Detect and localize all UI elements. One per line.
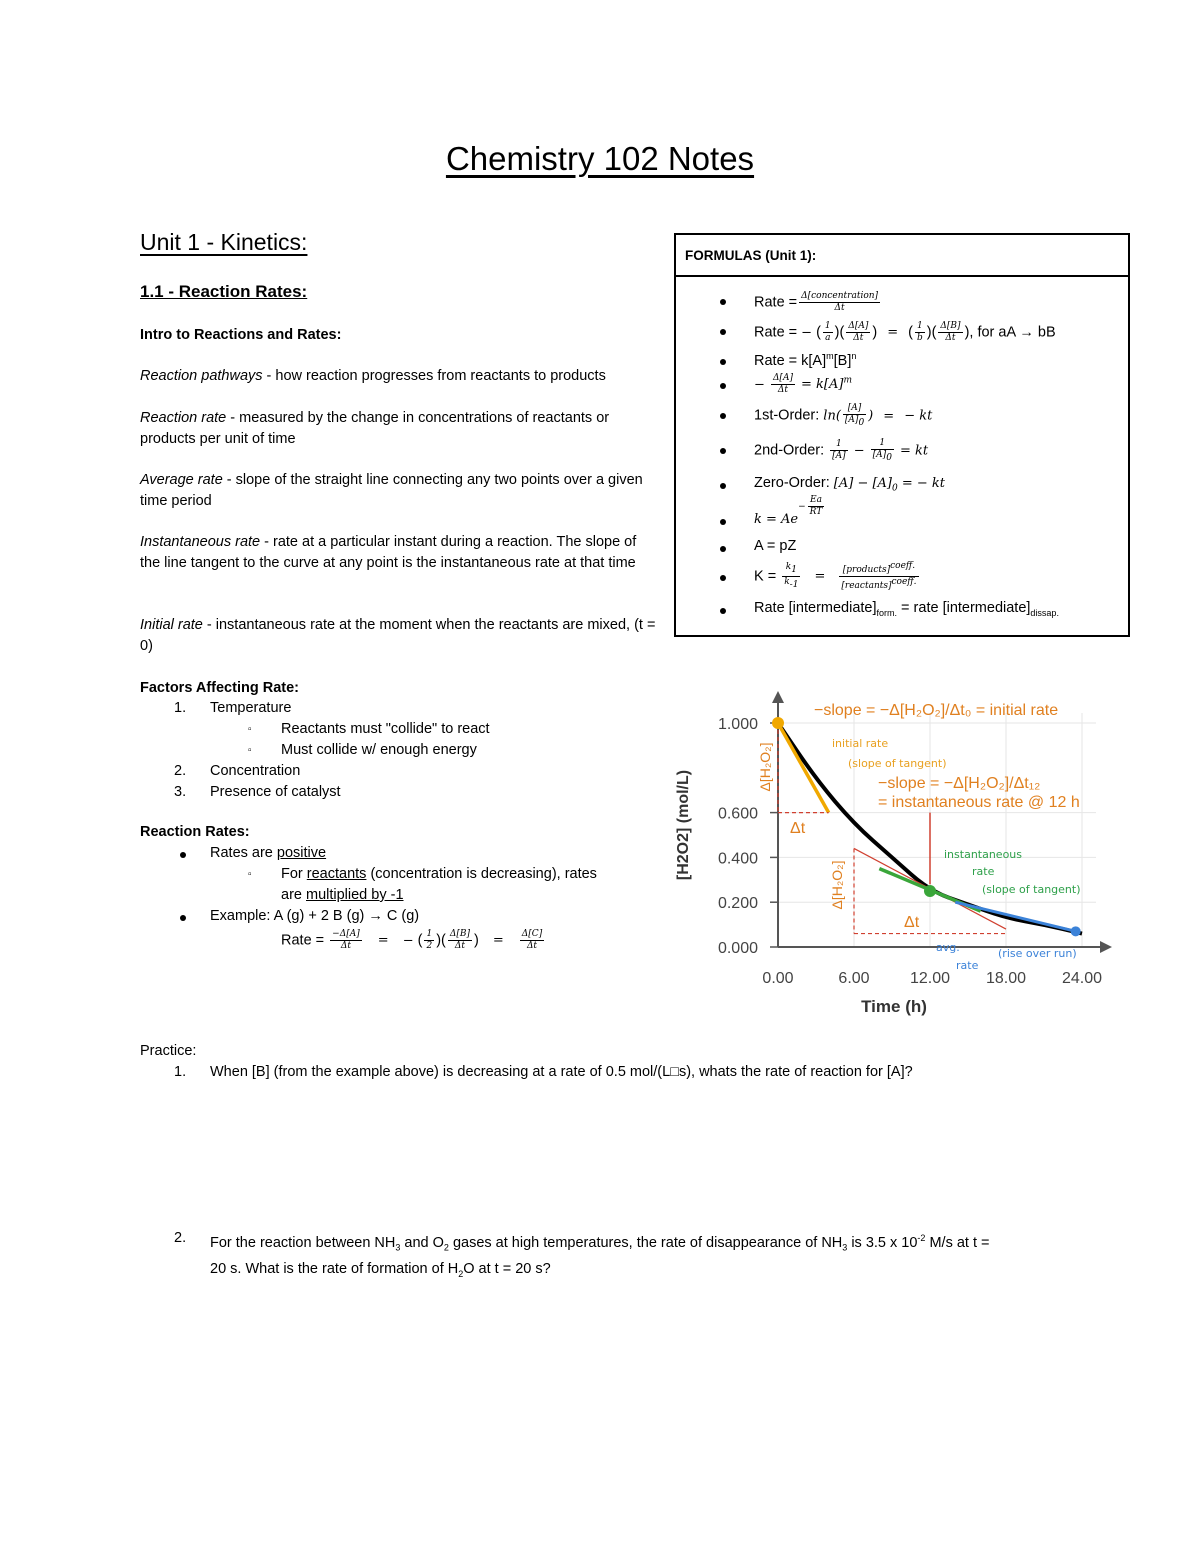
definition-text: - rate at a particular instant during a reaction. The slope of the line tangent to the curve at any point is the instantaneous rate at that time [140, 534, 637, 571]
formula-label: Rate = [754, 324, 798, 341]
practice-question-2 [140, 1228, 1100, 1279]
emphasis-text: multiplied by -1 [306, 887, 404, 903]
delta-t-label: Δt [790, 820, 806, 837]
question-subscript: 3 [842, 1242, 848, 1253]
question-fragment: 20 s. What is the rate of formation of H [210, 1260, 459, 1277]
definition-term: Instantaneous rate [140, 534, 261, 550]
delta-conc-label: Δ[H₂O₂] [757, 742, 773, 792]
x-axis-label: Time (h) [861, 997, 927, 1016]
unit-heading: Unit 1 - Kinetics: [140, 229, 308, 255]
hollow-bullet-icon: ▫ [248, 869, 252, 880]
x-tick-label: 24.00 [1061, 970, 1103, 987]
list-label: Must collide w/ enough energy [281, 742, 477, 758]
practice-heading: Practice: [140, 1043, 197, 1059]
question-text [210, 1228, 1090, 1285]
definition-term: Reaction pathways [140, 368, 263, 384]
y-tick-label: 0.000 [717, 940, 758, 957]
average-rate-line [955, 902, 1075, 931]
document-title: Chemistry 102 Notes [445, 140, 755, 177]
rate-label: Rate = [281, 932, 325, 949]
delta-conc-label-2: Δ[H₂O₂] [829, 860, 845, 910]
list-number: 1. [174, 1064, 187, 1080]
formulas-title: FORMULAS (Unit 1): [685, 248, 817, 263]
list-subitem [140, 719, 660, 740]
definition-reaction-rate [140, 408, 660, 450]
formulas-box: FORMULAS (Unit 1): Rate = $\frac{\text{Δ[concentration]}}{\Delta t}$ Rate = − ( $\frac{1}{a}$ )( $\frac{\Delta[A]}{\Delta t}$ ) = ( $\frac{1}{b}$ )( $\frac{\Delta[B]}{\Delta t}$ ), for aA → bB Rate = $k[A]^m[B]^n$ − $\frac{\Delta[A]}{\Delta t}$ = $k[A]^m$ 1st-Order: ln( $\frac{[A]}{[A]_0}$ ) = − kt 2nd-Order: $\frac{1}{[A]}$ − $\frac{1}{[A]_0}$ = kt Zero-Order: $[A] - [A]_0$ = − kt $k = Ae^{- \frac{Ea}{RT}}$ A = pZ K = $\frac{k_1}{k_{-1}}$ = $\frac{[products]^{coeff.}}{[reactants]^{coeff.}}$ Rate $[intermediate]_{form.}$ = rate $[intermediate]_{dissap.}$ [674, 233, 1130, 637]
list-item [140, 761, 660, 782]
bullet-icon [720, 299, 726, 305]
list-label: Rates are [210, 845, 277, 861]
avg-note-2: rate [956, 959, 979, 972]
question-fragment: For the reaction between NH [210, 1234, 396, 1251]
question-fragment: O at t = 20 s? [463, 1260, 551, 1277]
list-label: are [281, 887, 306, 903]
list-item [140, 843, 660, 864]
x-tick-label: 0.00 [762, 970, 794, 987]
list-label: For [281, 866, 307, 882]
list-number: 1. [174, 700, 187, 716]
list-subitem-continued [140, 885, 660, 906]
question-subscript: 3 [395, 1242, 401, 1253]
bullet-icon [720, 608, 726, 614]
bullet-icon [720, 519, 726, 525]
bullet-icon [720, 359, 726, 365]
emphasis-text: positive [276, 845, 327, 861]
section-heading: 1.1 - Reaction Rates: [140, 282, 308, 301]
bullet-icon [720, 413, 726, 419]
practice-section [140, 1041, 1100, 1279]
question-text: When [B] (from the example above) is decreasing at a rate of 0.5 mol/(L□s), whats the rate of reaction for [A]? [210, 1064, 913, 1080]
formulas-header [676, 235, 1128, 277]
chart-axes [772, 691, 1112, 953]
bullet-icon [720, 448, 726, 454]
y-tick-label: 1.000 [717, 716, 758, 733]
definition-text: - measured by the change in concentrations of reactants or products per unit of time [140, 410, 610, 447]
list-subitem [140, 864, 660, 885]
formula-label: Zero-Order: [754, 475, 830, 491]
instant-rate-annotation-2: = instantaneous rate @ 12 h [878, 794, 1080, 811]
formula-label: = rate [intermediate] [897, 600, 1031, 616]
instant-rate-annotation: −slope = −Δ[H₂O₂]/Δt₁₂ [878, 775, 1041, 792]
initial-rate-annotation: −slope = −Δ[H₂O₂]/Δt₀ = initial rate [814, 702, 1059, 719]
definition-average-rate [140, 470, 660, 512]
avg-note-3: (rise over run) [998, 947, 1077, 960]
definition-reaction-pathways [140, 366, 660, 387]
list-item [140, 906, 660, 927]
chart-grid [778, 713, 1096, 947]
question-fragment: and O [400, 1234, 444, 1251]
factors-list [140, 698, 660, 803]
formula-label: A = pZ [754, 538, 797, 554]
practice-question-1 [140, 1062, 1100, 1083]
list-number: 2. [174, 763, 187, 779]
example-text: Example: A (g) + 2 B (g) → C (g) [210, 908, 420, 924]
example-rate-equation: Rate = $\frac{-\Delta[A]}{\Delta t}$ = − ( $\frac{1}{2}$ )( $\frac{\Delta[B]}{\Delta t}$ ) = $\frac{\Delta[C]}{\Delta t}$ [281, 929, 543, 951]
y-axis-arrow-icon [772, 691, 784, 703]
x-tick-label: 12.00 [909, 970, 951, 987]
initial-rate-note: initial rate [832, 737, 889, 750]
formula-label: Rate = [754, 294, 798, 311]
list-item [140, 782, 660, 803]
delta-t-label-2: Δt [904, 914, 920, 931]
bullet-icon [720, 483, 726, 489]
formula-label: Rate = k[A] [754, 352, 827, 369]
initial-rate-note-2: (slope of tangent) [848, 757, 947, 770]
emphasis-text: reactants [306, 866, 367, 882]
h2o2-concentration-chart [672, 685, 1132, 1025]
question-fragment: M/s at t = [925, 1234, 990, 1251]
question-subscript: 2 [458, 1268, 464, 1279]
list-number: 3. [174, 784, 187, 800]
definition-term: Reaction rate [140, 410, 227, 426]
question-fragment: gases at high temperatures, the rate of disappearance of NH [448, 1234, 843, 1251]
list-label: Presence of catalyst [210, 784, 341, 800]
list-label: (concentration is decreasing), rates [366, 866, 597, 882]
list-label: Concentration [210, 763, 301, 779]
list-label: Temperature [210, 700, 292, 716]
instant-note-2: rate [972, 865, 995, 878]
average-end-point [1071, 926, 1081, 936]
question-superscript: -2 [917, 1233, 926, 1243]
formula-label: K = [754, 568, 777, 585]
list-subitem [140, 740, 660, 761]
definition-text: - slope of the straight line connecting any two points over a given time period [140, 472, 643, 509]
definition-text: - instantaneous rate at the moment when the reactants are mixed, (t = 0) [140, 617, 656, 654]
chart-overlays [772, 717, 1081, 936]
bullet-icon [720, 329, 726, 335]
definition-text: - how reaction progresses from reactants to products [262, 368, 606, 384]
initial-point [772, 717, 784, 729]
list-label: Reactants must "collide" to react [281, 721, 490, 737]
x-axis-arrow-icon [1100, 941, 1112, 953]
formula-note: , for aA → bB [969, 324, 1056, 341]
y-tick-label: 0.400 [717, 850, 758, 868]
bullet-icon [720, 575, 726, 581]
list-item [140, 698, 660, 719]
definition-term: Average rate [140, 472, 223, 488]
bullet-icon [720, 383, 726, 389]
bullet-icon [720, 546, 726, 552]
reaction-rates-list [140, 843, 660, 953]
hollow-bullet-icon: ▫ [248, 724, 252, 735]
definition-initial-rate [140, 615, 660, 657]
y-tick-label: 0.600 [717, 805, 758, 823]
bullet-icon [180, 915, 186, 921]
formula-label: 2nd-Order: [754, 442, 825, 459]
instant-note: instantaneous [944, 848, 1023, 861]
avg-note: avg. [936, 941, 960, 954]
y-tick-label: 0.200 [717, 895, 758, 913]
list-number: 2. [174, 1230, 187, 1246]
bullet-icon [180, 852, 186, 858]
formula-label: 1st-Order: [754, 407, 820, 424]
initial-tangent-line [778, 723, 829, 813]
question-subscript: 2 [443, 1242, 449, 1253]
question-fragment: is 3.5 x 10 [847, 1234, 918, 1251]
x-tick-label: 6.00 [838, 970, 870, 987]
hollow-bullet-icon: ▫ [248, 745, 252, 756]
reaction-rates-heading: Reaction Rates: [140, 824, 250, 840]
definition-instantaneous-rate [140, 532, 660, 574]
factors-heading: Factors Affecting Rate: [140, 680, 299, 696]
formula-subscript: dissap. [1030, 607, 1059, 618]
y-axis-label: [H2O2] (mol/L) [675, 769, 692, 881]
instant-note-3: (slope of tangent) [982, 883, 1081, 896]
definition-term: Initial rate [140, 617, 203, 633]
formula-subscript: form. [876, 607, 898, 618]
intro-heading: Intro to Reactions and Rates: [140, 327, 342, 343]
instant-point [924, 885, 936, 897]
x-tick-label: 18.00 [985, 970, 1027, 987]
formula-label: Rate [intermediate] [754, 600, 877, 616]
